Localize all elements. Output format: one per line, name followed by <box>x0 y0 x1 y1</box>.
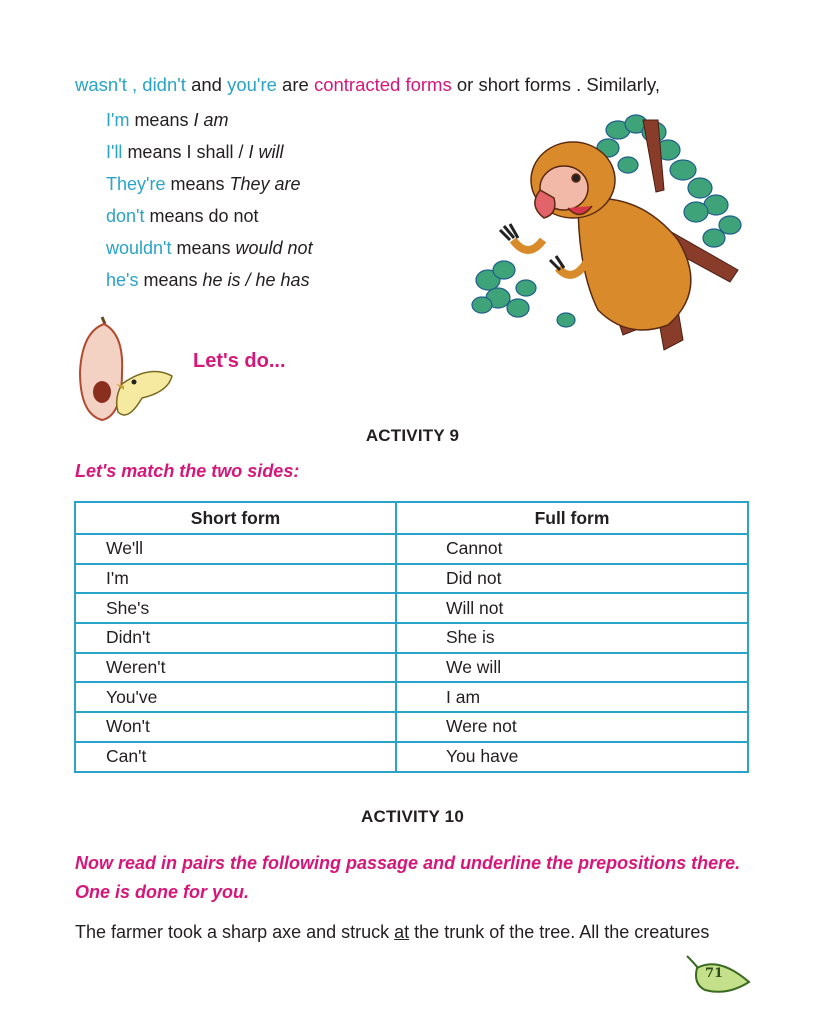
gourd-bird-illustration <box>72 312 184 432</box>
table-row <box>75 712 748 742</box>
example-short: wouldn't <box>106 238 172 258</box>
example-row <box>106 106 313 138</box>
intro-contracted-forms: contracted forms <box>313 74 452 95</box>
short-form-cell: She's <box>75 593 396 623</box>
example-means: means do not <box>144 206 259 226</box>
example-short: I'm <box>106 110 130 130</box>
activity-10-instruction <box>75 849 775 907</box>
example-short: he's <box>106 270 139 290</box>
monkey-illustration <box>468 110 758 360</box>
short-form-cell: Didn't <box>75 623 396 653</box>
example-full: They are <box>229 174 301 194</box>
intro-and: and <box>185 74 228 95</box>
full-form-cell: She is <box>396 623 748 653</box>
full-form-cell: You have <box>396 742 748 772</box>
short-form-cell: I'm <box>75 564 396 594</box>
table-header-row <box>75 502 748 534</box>
activity-9-title: ACTIVITY 9 <box>365 426 460 445</box>
passage-end: the trunk of the tree. All the creatures <box>409 922 710 942</box>
short-form-cell: We'll <box>75 534 396 564</box>
example-means: means <box>129 110 194 130</box>
example-row <box>106 266 313 298</box>
example-row <box>106 202 313 234</box>
example-full: he is / he has <box>202 270 310 290</box>
lets-do-heading: Let's do... <box>193 350 286 372</box>
page-number: 71 <box>705 966 724 981</box>
short-form-cell: Can't <box>75 742 396 772</box>
short-form-cell: You've <box>75 682 396 712</box>
example-row <box>106 138 313 170</box>
example-row <box>106 234 313 266</box>
example-means: means <box>165 174 230 194</box>
example-row <box>106 170 313 202</box>
table-row <box>75 623 748 653</box>
intro-contractions: wasn't , didn't <box>75 74 186 95</box>
contraction-examples <box>106 106 313 298</box>
table-row <box>75 653 748 683</box>
example-full: I will <box>248 142 284 162</box>
table-row <box>75 593 748 623</box>
activity-10-title: ACTIVITY 10 <box>361 807 464 826</box>
intro-are: are <box>276 74 314 95</box>
intro-youre: you're <box>227 74 277 95</box>
example-short: They're <box>106 174 166 194</box>
header-short-form: Short form <box>75 502 396 534</box>
full-form-cell: We will <box>396 653 748 683</box>
table-row <box>75 564 748 594</box>
full-form-cell: I am <box>396 682 748 712</box>
example-means: means <box>138 270 203 290</box>
table-row <box>75 534 748 564</box>
example-means: means <box>171 238 236 258</box>
intro-sentence <box>75 74 660 96</box>
table-row <box>75 682 748 712</box>
example-full: would not <box>235 238 313 258</box>
activity-9-instruction: Let's match the two sides: <box>75 461 300 481</box>
instruction-line-1: Now read in pairs the following passage and underline the prepositions there. <box>75 853 741 873</box>
example-means: means I shall / <box>122 142 249 162</box>
table-row <box>75 742 748 772</box>
instruction-line-2: One is done for you. <box>75 882 250 902</box>
full-form-cell: Were not <box>396 712 748 742</box>
short-form-cell: Won't <box>75 712 396 742</box>
short-form-cell: Weren't <box>75 653 396 683</box>
full-form-cell: Will not <box>396 593 748 623</box>
full-form-cell: Did not <box>396 564 748 594</box>
example-short: I'll <box>106 142 123 162</box>
match-table <box>74 501 749 773</box>
header-full-form: Full form <box>396 502 748 534</box>
passage-start: The farmer took a sharp axe and struck <box>75 922 395 942</box>
example-full: I am <box>193 110 229 130</box>
full-form-cell: Cannot <box>396 534 748 564</box>
underlined-preposition: at <box>394 922 410 942</box>
intro-short-forms: or short forms . Similarly, <box>451 74 661 95</box>
passage-text <box>75 922 709 943</box>
example-short: don't <box>106 206 145 226</box>
